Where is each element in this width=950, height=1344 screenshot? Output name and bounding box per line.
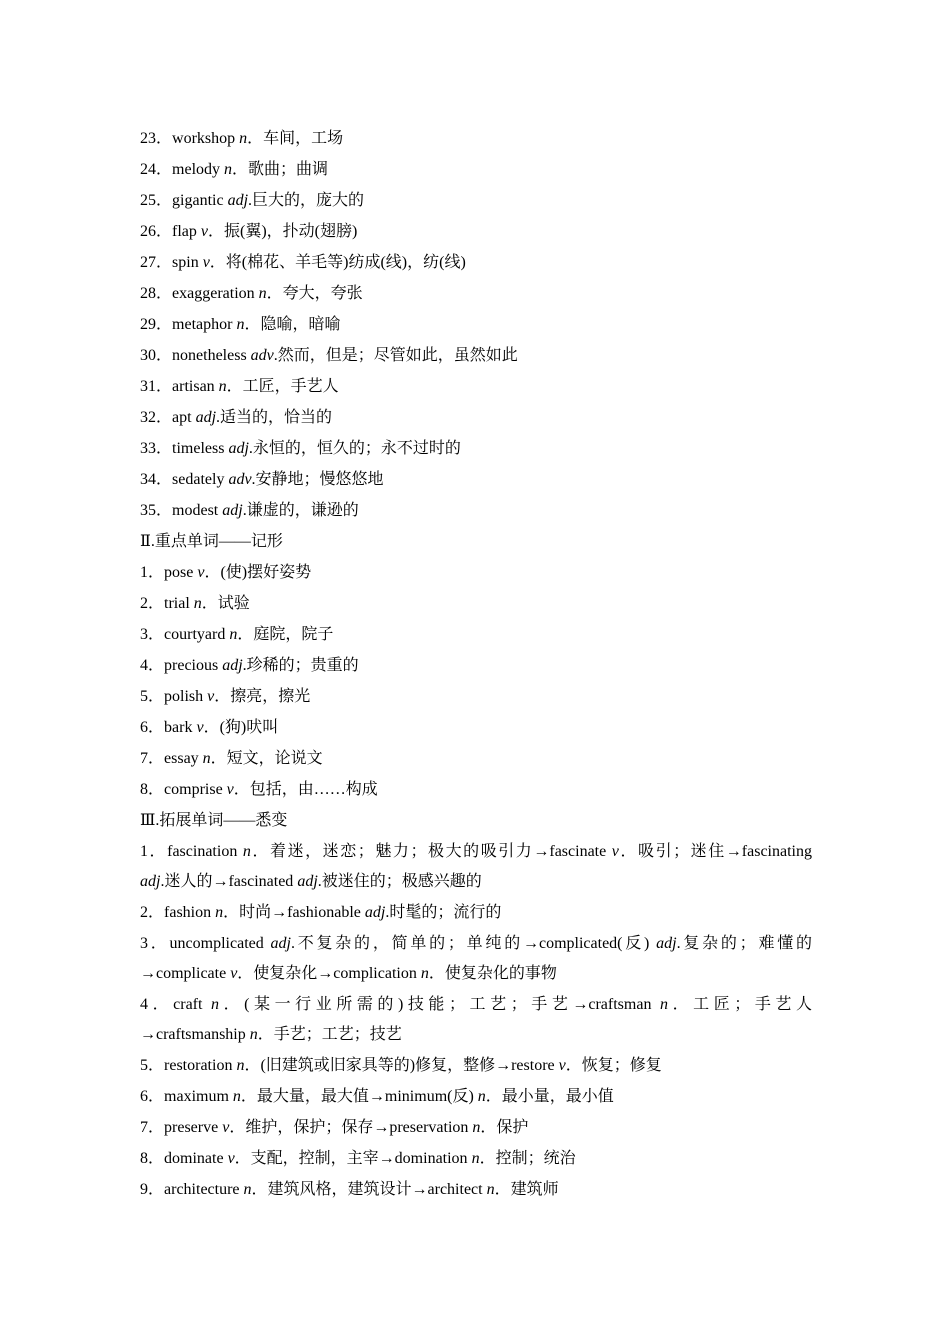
- item-word: spin: [172, 254, 203, 271]
- item-definition: .不复杂的，简单的；单纯的→complicated(反): [290, 935, 657, 952]
- item-word: essay: [164, 750, 203, 767]
- item-number: 7．: [140, 750, 165, 767]
- list-item-line: [140, 959, 812, 989]
- item-definition: ．吸引；迷住→fascinating: [618, 843, 812, 860]
- item-definition: ．支配，控制，主宰→domination: [234, 1150, 472, 1167]
- item-number: 9．: [140, 1181, 165, 1198]
- part-of-speech: n: [242, 843, 251, 860]
- item-definition: ．手艺；工艺；技艺: [257, 1026, 402, 1043]
- item-definition: ．使复杂化的事物: [428, 965, 557, 982]
- section-heading-extended-words: [140, 805, 812, 836]
- item-word: melody: [172, 161, 225, 178]
- item-definition: ．控制；统治: [479, 1150, 576, 1167]
- list-item-line: [140, 867, 812, 897]
- part-of-speech: n: [232, 1088, 241, 1105]
- part-of-speech: n: [420, 965, 429, 982]
- item-word: workshop: [172, 130, 240, 147]
- part-of-speech: n: [193, 595, 202, 612]
- item-definition: ．建筑风格，建筑设计→architect: [251, 1181, 487, 1198]
- part-of-speech: v: [197, 564, 205, 581]
- list-item: [140, 123, 812, 154]
- item-definition: ．(使)摆好姿势: [204, 564, 312, 581]
- part-of-speech: adj: [656, 935, 677, 952]
- list-item-line: [140, 989, 812, 1020]
- item-word: pose: [164, 564, 198, 581]
- part-of-speech: n: [243, 1181, 252, 1198]
- item-word: →complicate: [140, 965, 231, 982]
- list-item: [140, 1143, 812, 1174]
- section-heading-text: Ⅲ.拓展单词——悉变: [140, 812, 288, 829]
- part-of-speech: v: [226, 781, 234, 798]
- item-word: exaggeration: [172, 285, 259, 302]
- list-item: [140, 495, 812, 526]
- list-item: [140, 216, 812, 247]
- part-of-speech: v: [196, 719, 204, 736]
- item-definition: ．(狗)吠叫: [203, 719, 279, 736]
- item-definition: ．恢复；修复: [565, 1057, 662, 1074]
- item-number: 27．: [140, 254, 173, 271]
- item-number: 3．: [140, 935, 170, 952]
- item-definition: .迷人的→fascinated: [160, 873, 298, 890]
- item-definition: .永恒的，恒久的；永不过时的: [248, 440, 461, 457]
- part-of-speech: n: [202, 750, 211, 767]
- item-word: nonetheless: [172, 347, 251, 364]
- item-word: flap: [172, 223, 201, 240]
- part-of-speech: n: [477, 1088, 486, 1105]
- item-definition: ．使复杂化→complication: [237, 965, 421, 982]
- part-of-speech: n: [229, 626, 238, 643]
- part-of-speech: adj: [195, 409, 217, 426]
- part-of-speech: n: [215, 904, 224, 921]
- item-definition: ．短文，论说文: [210, 750, 323, 767]
- item-number: 35．: [140, 502, 173, 519]
- list-item: [140, 371, 812, 402]
- list-item: [140, 712, 812, 743]
- item-definition: .珍稀的；贵重的: [242, 657, 359, 674]
- part-of-speech: v: [227, 1150, 235, 1167]
- item-definition: ．试验: [201, 595, 250, 612]
- section-heading-text: Ⅱ.重点单词——记形: [140, 533, 283, 550]
- item-definition: ．振(翼)，扑动(翅膀): [208, 223, 358, 240]
- part-of-speech: adj: [364, 904, 386, 921]
- part-of-speech: adj: [270, 935, 291, 952]
- list-item: [140, 650, 812, 681]
- part-of-speech: adj: [140, 873, 161, 890]
- document-page: [140, 123, 812, 1205]
- part-of-speech: n: [224, 161, 233, 178]
- item-word: restoration: [164, 1057, 237, 1074]
- part-of-speech: adj: [222, 502, 243, 519]
- item-definition: ．时尚→fashionable: [223, 904, 365, 921]
- item-word: timeless: [172, 440, 229, 457]
- item-word: artisan: [172, 378, 219, 395]
- part-of-speech: n: [236, 316, 245, 333]
- part-of-speech: adv: [250, 347, 274, 364]
- part-of-speech: n: [211, 996, 220, 1013]
- item-number: 23．: [140, 130, 173, 147]
- item-definition: ．歌曲；曲调: [232, 161, 329, 178]
- item-number: 32．: [140, 409, 173, 426]
- item-number: 25．: [140, 192, 173, 209]
- list-item-line: [140, 836, 812, 867]
- list-item: [140, 1081, 812, 1112]
- item-word: →craftsmanship: [140, 1026, 250, 1043]
- item-definition: .然而，但是；尽管如此，虽然如此: [273, 347, 518, 364]
- item-word: metaphor: [172, 316, 237, 333]
- item-number: 5．: [140, 688, 165, 705]
- item-word: polish: [164, 688, 208, 705]
- list-item: [140, 1050, 812, 1081]
- part-of-speech: n: [472, 1119, 481, 1136]
- item-definition: ．最小量，最小值: [485, 1088, 614, 1105]
- item-definition: ．将(棉花、羊毛等)纺成(线)，纺(线): [209, 254, 466, 271]
- item-definition: .适当的，恰当的: [216, 409, 333, 426]
- item-word: comprise: [164, 781, 227, 798]
- item-number: 4．: [140, 657, 165, 674]
- item-definition: ．擦亮，擦光: [214, 688, 311, 705]
- item-number: 7．: [140, 1119, 165, 1136]
- list-item: [140, 989, 812, 1050]
- item-word: architecture: [164, 1181, 244, 1198]
- item-number: 5．: [140, 1057, 165, 1074]
- item-number: 2．: [140, 595, 165, 612]
- item-definition: .巨大的，庞大的: [248, 192, 365, 209]
- part-of-speech: v: [222, 1119, 230, 1136]
- part-of-speech: v: [558, 1057, 566, 1074]
- key-words-list: [140, 557, 812, 805]
- item-definition: ．车间，工场: [247, 130, 344, 147]
- item-definition: ．最大量，最大值→minimum(反): [240, 1088, 478, 1105]
- item-definition: ．(某一行业所需的)技能；工艺；手艺→craftsman: [219, 996, 661, 1013]
- extended-words-list: [140, 836, 812, 1205]
- item-definition: .谦虚的，谦逊的: [242, 502, 359, 519]
- item-word: trial: [164, 595, 194, 612]
- item-definition: ．(旧建筑或旧家具等的)修复，整修→restore: [244, 1057, 559, 1074]
- section-heading-key-words: [140, 526, 812, 557]
- list-item: [140, 309, 812, 340]
- list-item: [140, 340, 812, 371]
- part-of-speech: adj: [222, 657, 243, 674]
- item-definition: ．工匠；手艺人: [668, 996, 812, 1013]
- part-of-speech: v: [207, 688, 215, 705]
- item-number: 24．: [140, 161, 173, 178]
- list-item: [140, 588, 812, 619]
- item-definition: ．包括，由……构成: [233, 781, 378, 798]
- item-number: 3．: [140, 626, 165, 643]
- item-number: 8．: [140, 1150, 165, 1167]
- list-item: [140, 247, 812, 278]
- list-item-line: [140, 1020, 812, 1050]
- item-number: 4．: [140, 996, 174, 1013]
- list-item: [140, 464, 812, 495]
- list-item: [140, 928, 812, 989]
- item-word: maximum: [164, 1088, 233, 1105]
- part-of-speech: adj: [227, 192, 249, 209]
- part-of-speech: adv: [228, 471, 252, 488]
- item-number: 28．: [140, 285, 173, 302]
- item-number: 34．: [140, 471, 173, 488]
- item-word: modest: [172, 502, 223, 519]
- list-item: [140, 402, 812, 433]
- list-item: [140, 774, 812, 805]
- item-word: preserve: [164, 1119, 223, 1136]
- item-number: 29．: [140, 316, 173, 333]
- item-number: 2．: [140, 904, 165, 921]
- part-of-speech: adj: [297, 873, 318, 890]
- item-number: 30．: [140, 347, 173, 364]
- list-item: [140, 557, 812, 588]
- part-of-speech: n: [239, 130, 248, 147]
- item-definition: .时髦的；流行的: [385, 904, 502, 921]
- item-word: bark: [164, 719, 197, 736]
- item-word: gigantic: [172, 192, 228, 209]
- item-word: fashion: [164, 904, 216, 921]
- item-number: 26．: [140, 223, 173, 240]
- item-definition: ．着迷，迷恋；魅力；极大的吸引力→fascinate: [250, 843, 612, 860]
- list-item: [140, 1174, 812, 1205]
- list-item: [140, 897, 812, 928]
- item-definition: ．维护，保护；保存→preservation: [229, 1119, 473, 1136]
- part-of-speech: n: [258, 285, 267, 302]
- item-word: dominate: [164, 1150, 228, 1167]
- list-item: [140, 185, 812, 216]
- part-of-speech: n: [486, 1181, 495, 1198]
- list-item: [140, 836, 812, 897]
- part-of-speech: n: [236, 1057, 245, 1074]
- item-number: 6．: [140, 719, 165, 736]
- item-definition: .被迷住的；极感兴趣的: [317, 873, 482, 890]
- item-definition: .安静地；慢悠悠地: [251, 471, 384, 488]
- item-definition: ．工匠，手艺人: [226, 378, 339, 395]
- part-of-speech: n: [471, 1150, 480, 1167]
- item-definition: ．建筑师: [494, 1181, 559, 1198]
- item-definition: ．隐喻，暗喻: [244, 316, 341, 333]
- item-number: 8．: [140, 781, 165, 798]
- part-of-speech: v: [200, 223, 208, 240]
- item-number: 1．: [140, 564, 165, 581]
- list-item: [140, 619, 812, 650]
- item-word: uncomplicated: [169, 935, 271, 952]
- item-definition: ．夸大，夸张: [266, 285, 363, 302]
- list-item: [140, 743, 812, 774]
- item-number: 1．: [140, 843, 168, 860]
- list-item: [140, 681, 812, 712]
- item-word: courtyard: [164, 626, 230, 643]
- item-number: 6．: [140, 1088, 165, 1105]
- item-word: sedately: [172, 471, 229, 488]
- part-of-speech: n: [218, 378, 227, 395]
- item-number: 31．: [140, 378, 173, 395]
- item-number: 33．: [140, 440, 173, 457]
- item-word: fascination: [167, 843, 243, 860]
- list-item: [140, 1112, 812, 1143]
- item-definition: ．庭院，院子: [237, 626, 334, 643]
- part-of-speech: n: [249, 1026, 258, 1043]
- list-item: [140, 278, 812, 309]
- part-of-speech: v: [230, 965, 238, 982]
- item-definition: .复杂的；难懂的: [676, 935, 812, 952]
- part-of-speech: adj: [228, 440, 249, 457]
- list-item: [140, 154, 812, 185]
- item-word: precious: [164, 657, 223, 674]
- item-definition: ．保护: [480, 1119, 529, 1136]
- vocabulary-list-continued: [140, 123, 812, 526]
- part-of-speech: v: [611, 843, 619, 860]
- list-item: [140, 433, 812, 464]
- item-word: apt: [172, 409, 196, 426]
- list-item-line: [140, 928, 812, 959]
- part-of-speech: n: [660, 996, 669, 1013]
- part-of-speech: v: [202, 254, 210, 271]
- item-word: craft: [173, 996, 212, 1013]
